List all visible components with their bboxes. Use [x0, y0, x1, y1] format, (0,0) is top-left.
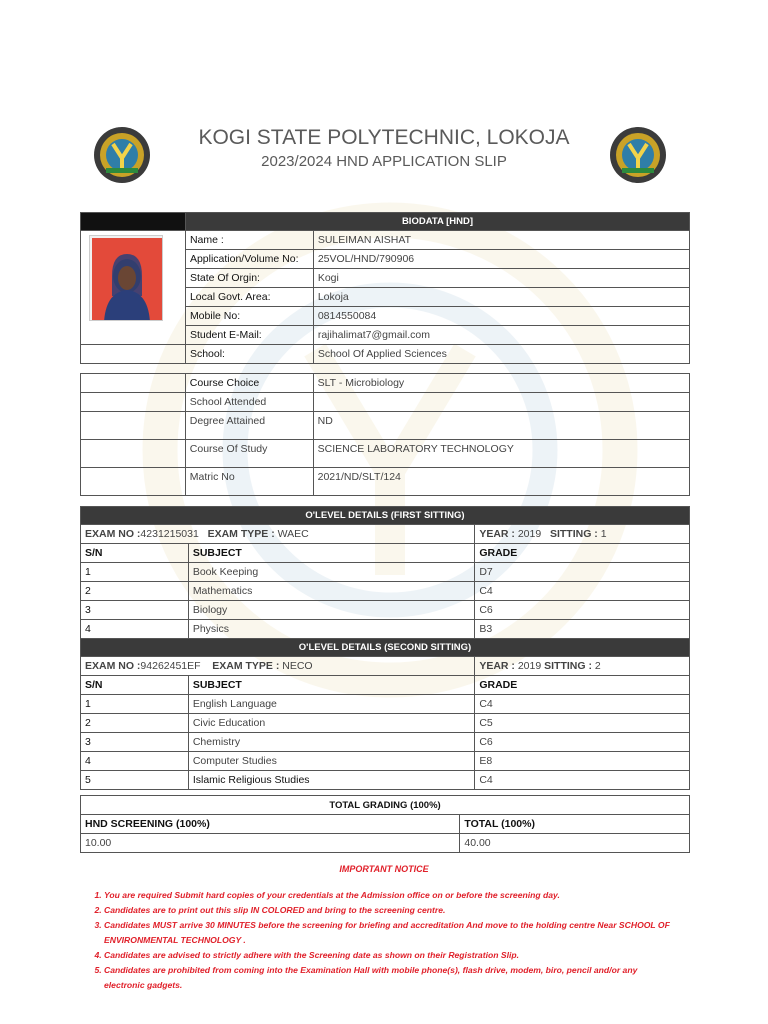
- course-choice-value: SLT - Microbiology: [313, 374, 689, 393]
- list-item: 3. Candidates MUST arrive 30 MINUTES before the screening for briefing and accreditation And move to the holding centre Near SCHOOL OF ENVIRONMENTAL TECHNOLOGY .: [104, 918, 674, 948]
- table-row: 5 Islamic Religious Studies C4: [81, 771, 690, 790]
- name-value: SULEIMAN AISHAT: [313, 231, 689, 250]
- list-item: 2. Candidates are to print out this slip IN COLORED and bring to the screening centre.: [104, 903, 674, 918]
- second-sitting-exam-info: EXAM NO :94262451EF EXAM TYPE : NECO: [81, 657, 475, 676]
- institution-logo-icon: [608, 122, 668, 188]
- grading-heading: TOTAL GRADING (100%): [81, 796, 690, 815]
- table-row: 2 Mathematics C4: [81, 582, 690, 601]
- table-row: 2 Civic Education C5: [81, 714, 690, 733]
- institution-name: KOGI STATE POLYTECHNIC, LOKOJA: [198, 126, 570, 149]
- table-row: 1 Book Keeping D7: [81, 563, 690, 582]
- page-header: [0, 122, 768, 192]
- mobile-value: 0814550084: [313, 307, 689, 326]
- application-no-value: 25VOL/HND/790906: [313, 250, 689, 269]
- table-row: 3 Chemistry C6: [81, 733, 690, 752]
- table-row: 1 English Language C4: [81, 695, 690, 714]
- course-table: Course Choice SLT - Microbiology School Attended Degree Attained ND Course Of Study SCIENCE LABORATORY TECHNOLOGY Matric No 2021/ND/SLT/124: [80, 373, 690, 496]
- passport-photo-cell: [81, 231, 186, 345]
- list-item: 4. Candidates are advised to strictly adhere with the Screening date as shown on their Registration Slip.: [104, 948, 674, 963]
- biodata-heading: BIODATA [HND]: [185, 213, 689, 231]
- olevel-second-heading: O'LEVEL DETAILS (SECOND SITTING): [81, 639, 690, 657]
- matric-no-value: 2021/ND/SLT/124: [313, 468, 689, 496]
- grading-table: TOTAL GRADING (100%) HND SCREENING (100%) TOTAL (100%) 10.00 40.00: [80, 795, 690, 853]
- notice-title: IMPORTANT NOTICE: [339, 864, 429, 874]
- degree-value: ND: [313, 412, 689, 440]
- slip-title: 2023/2024 HND APPLICATION SLIP: [261, 153, 507, 170]
- total-score-value: 40.00: [460, 834, 690, 853]
- table-row: 4 Computer Studies E8: [81, 752, 690, 771]
- table-row: 3 Biology C6: [81, 601, 690, 620]
- olevel-table: O'LEVEL DETAILS (FIRST SITTING) EXAM NO :4231215031 EXAM TYPE : WAEC YEAR : 2019 SITTING : 1 S/N SUBJECT GRADE 1 Book Keeping D7 2 Mathematics C4 3 Biology C6 4 Physics B3 O'LEVEL DETAILS (SECOND SITTING) EXAM NO :94262451EF EXAM TYPE : NECO YEAR : 2019 SITTING : 2 S/N SUBJECT GRADE 1 English Language C4 2 Civic Education C5 3 Chemistry C6 4 Computer Studies E8 5 Islamic Religious Studies C4: [80, 506, 690, 790]
- biodata-table: BIODATA [HND] Name : SULEIMAN AISHAT Application/Volume No: 25VOL/HND/790906 State Of Orgin: Kogi Local Govt. Area: Lokoja Mobile No: 0814550084 Student E-Mail: rajihalimat7@gmail.com School: School Of Applied Sciences: [80, 212, 690, 364]
- school-attended-value: [313, 393, 689, 412]
- first-sitting-exam-info: EXAM NO :4231215031 EXAM TYPE : WAEC: [81, 525, 475, 544]
- list-item: 5. Candidates are prohibited from coming into the Examination Hall with mobile phone(s), flash drive, modem, biro, pencil and/or any electronic gadgets.: [104, 963, 674, 993]
- course-of-study-value: SCIENCE LABORATORY TECHNOLOGY: [313, 440, 689, 468]
- school-value: School Of Applied Sciences: [313, 345, 689, 364]
- screening-score-value: 10.00: [81, 834, 460, 853]
- email-value: rajihalimat7@gmail.com: [313, 326, 689, 345]
- state-value: Kogi: [313, 269, 689, 288]
- olevel-first-heading: O'LEVEL DETAILS (FIRST SITTING): [81, 507, 690, 525]
- notice-list: [104, 888, 674, 993]
- second-sitting-year-info: YEAR : 2019 SITTING : 2: [475, 657, 690, 676]
- passport-photo: [89, 235, 163, 321]
- lga-value: Lokoja: [313, 288, 689, 307]
- table-row: 4 Physics B3: [81, 620, 690, 639]
- first-sitting-year-info: YEAR : 2019 SITTING : 1: [475, 525, 690, 544]
- list-item: 1. You are required Submit hard copies of your credentials at the Admission office on or before the screening day.: [104, 888, 674, 903]
